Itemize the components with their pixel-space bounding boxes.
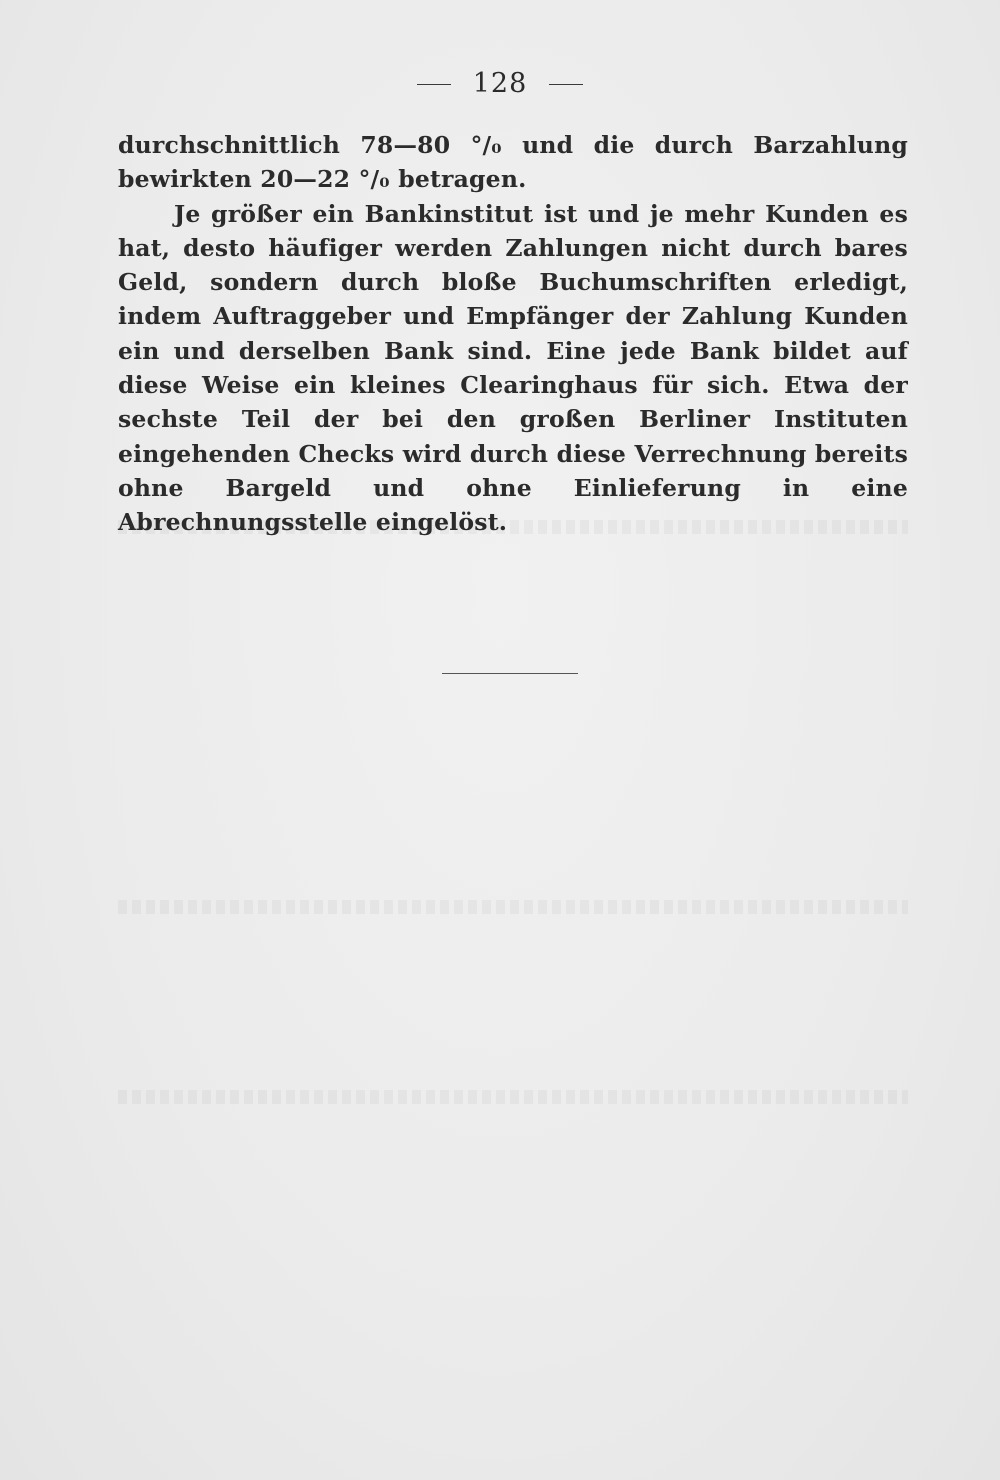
text-line: häufiger werden Zahlungen nicht durch bares Geld, sondern durch [118,233,908,297]
show-through-texture [118,900,908,914]
show-through-texture [118,1090,908,1104]
text-line: diese Verrechnung bereits ohne Bargeld und ohne Einlieferung in eine [118,439,908,502]
text-line: auf diese Weise ein kleines Clearinghaus für sich. Etwa der sechste Teil [118,336,908,434]
page-number: 128 [472,68,528,99]
text-line: durchschnittlich 78—80 °/₀ und die durch Barzahlung bewirkten 20—22 °/₀ [118,131,908,194]
section-end-rule [442,673,578,674]
text-line: Abrechnungsstelle eingelöst. [118,508,508,537]
text-line: bloße Buchumschriften erledigt, indem Auftraggeber und Empfänger der [118,268,909,331]
page-number-header [0,68,1000,99]
body-text [118,128,908,540]
page-number-dash-right [549,84,583,85]
page-number-dash-left [417,84,451,85]
paragraph [118,197,908,540]
paragraph-continuation [118,128,908,197]
text-line: der bei den großen Berliner Instituten eingehenden Checks wird durch [118,405,908,468]
text-line: Zahlung Kunden ein und derselben Bank sind. Eine jede Bank bildet [118,302,908,365]
text-line: Je größer ein Bankinstitut ist und je mehr Kunden es hat, desto [118,199,908,262]
text-line: betragen. [398,165,527,194]
